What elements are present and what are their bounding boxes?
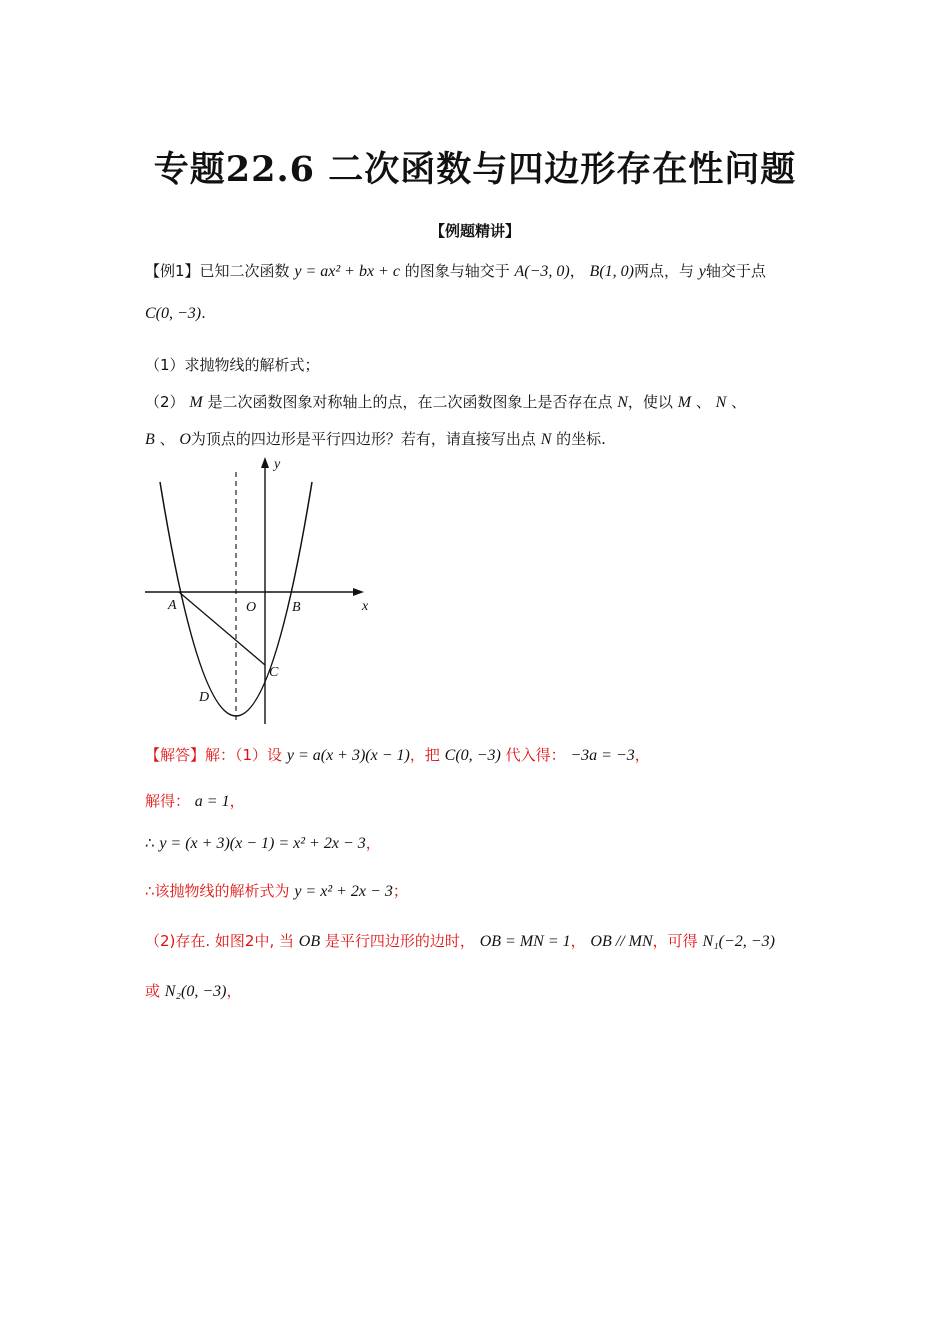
label-a: A xyxy=(168,598,177,613)
question-2-line-2 xyxy=(145,428,606,449)
q2-part: 、 xyxy=(695,393,711,411)
solution-text: （2)存在. 如图2中, 当 xyxy=(145,932,295,950)
solution-text: ，可得 xyxy=(652,932,698,950)
label-y: y xyxy=(274,457,281,472)
equation: OB // MN xyxy=(590,933,653,950)
point-c: C(0, −3) xyxy=(444,747,501,764)
solution-text: 是平行四边形的边时， xyxy=(324,932,475,950)
q2-part: （2） xyxy=(145,393,185,411)
page-title: 专题22.6 二次函数与四边形存在性问题 xyxy=(153,149,797,190)
equation: y = a(x + 3)(x − 1) xyxy=(286,747,410,764)
segment-ob: OB xyxy=(298,933,321,950)
q2-part: 的坐标. xyxy=(556,430,606,448)
solution-text: 代入得： xyxy=(505,746,566,764)
equation: y = x² + 2x − 3 xyxy=(294,883,393,900)
solution-text: ，把 xyxy=(409,746,440,764)
problem-line-2 xyxy=(145,304,206,323)
problem-text-two-points: 两点，与 xyxy=(633,262,694,280)
function-expression: y = ax² + bx + c xyxy=(294,263,400,280)
solution-line-1 xyxy=(145,744,650,765)
question-1: （1）求抛物线的解析式； xyxy=(145,356,320,374)
y-axis-arrow xyxy=(261,457,269,468)
solution-text: ， xyxy=(634,746,650,764)
point-n2: N₂(0, −3) xyxy=(164,983,227,1000)
solution-text: 解：（1）设 xyxy=(205,746,283,764)
q2-part: 为顶点的四边形是平行四边形？若有，请直接写出点 xyxy=(190,430,536,448)
q2-var-n: N xyxy=(715,394,727,411)
q2-part: ，使以 xyxy=(627,393,673,411)
problem-text-intersect: 轴交于点 xyxy=(705,262,766,280)
label-c: C xyxy=(269,665,279,680)
equation: y = (x + 3)(x − 1) = x² + 2x − 3 xyxy=(159,835,366,852)
solution-text: 或 xyxy=(145,982,161,1000)
solution-text: ∴该抛物线的解析式为 xyxy=(145,882,290,900)
solution-line-6 xyxy=(145,980,242,1001)
point-b: B(1, 0) xyxy=(589,263,634,280)
q2-var-m: M xyxy=(189,394,203,411)
problem-line-1 xyxy=(145,260,766,281)
q2-var-n: N xyxy=(617,394,628,411)
q2-var-n: N xyxy=(540,431,552,448)
solution-text: ， xyxy=(570,932,586,950)
q2-var-m: M xyxy=(677,394,692,411)
solution-text: ； xyxy=(392,882,408,900)
solution-text: ， xyxy=(229,792,245,810)
equation: a = 1 xyxy=(194,793,230,810)
section-heading: 【例题精讲】 xyxy=(429,222,520,240)
x-axis-arrow xyxy=(353,588,364,596)
solution-line-3 xyxy=(145,832,381,853)
label-d: D xyxy=(199,690,210,705)
q2-var-b: B xyxy=(145,431,155,448)
point-n1: N₁(−2, −3) xyxy=(702,933,775,950)
q2-part: 、 xyxy=(159,430,175,448)
q2-part: 是二次函数图象对称轴上的点，在二次函数图象上是否存在点 xyxy=(207,393,613,411)
parabola-figure xyxy=(140,452,380,732)
problem-intro: 已知二次函数 xyxy=(199,262,290,280)
equation: OB = MN = 1 xyxy=(479,933,571,950)
problem-tag: 【例1】 xyxy=(145,262,200,280)
question-2-line-1 xyxy=(145,391,746,412)
label-x: x xyxy=(362,599,369,614)
therefore-symbol: ∴ xyxy=(145,834,155,852)
solution-tag: 【解答】 xyxy=(145,746,206,764)
comma: ， xyxy=(569,262,585,280)
point-a: A(−3, 0) xyxy=(514,263,570,280)
solution-text: 解得： xyxy=(145,792,191,810)
label-o: O xyxy=(246,600,257,615)
solution-text: ， xyxy=(226,982,242,1000)
solution-text: ， xyxy=(365,834,381,852)
equation: −3a = −3 xyxy=(570,747,635,764)
q2-var-o: O xyxy=(179,431,191,448)
q2-part: 、 xyxy=(731,393,747,411)
point-c: C(0, −3) xyxy=(145,305,202,322)
solution-line-4 xyxy=(145,880,408,901)
label-b: B xyxy=(292,600,301,615)
y-axis-var: y xyxy=(698,263,706,280)
solution-line-2 xyxy=(145,790,245,811)
period: . xyxy=(201,304,206,322)
solution-line-5 xyxy=(145,930,775,951)
problem-text-graph: 的图象与轴交于 xyxy=(404,262,510,280)
